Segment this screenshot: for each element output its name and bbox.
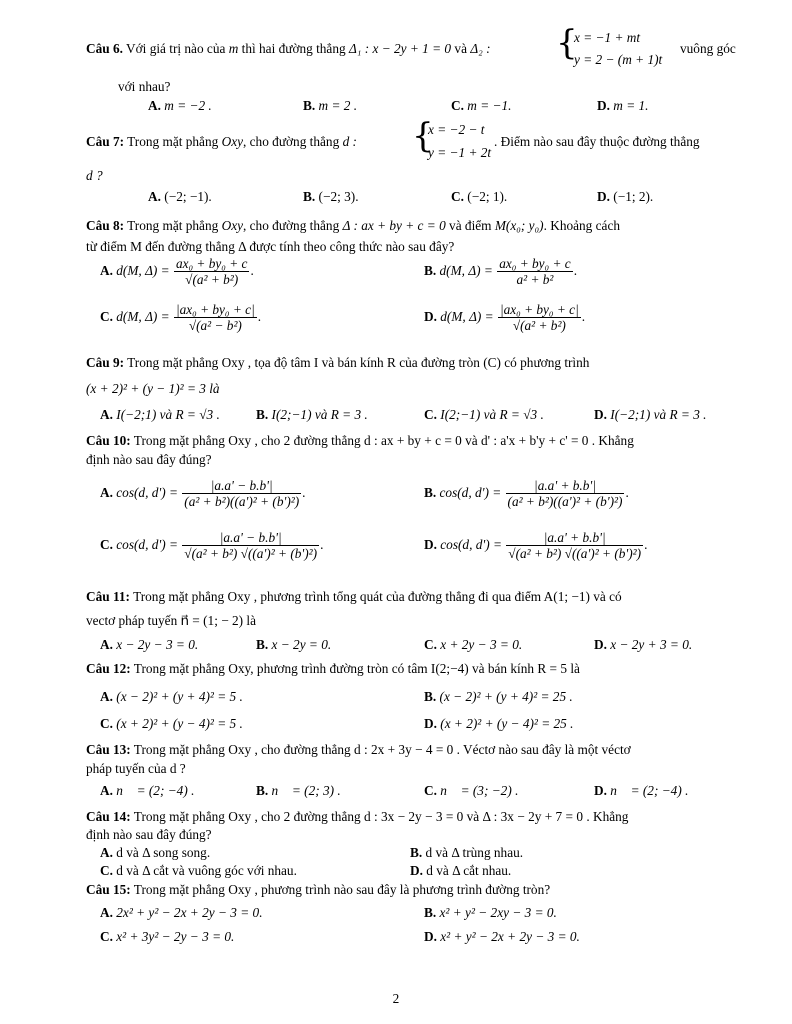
question-6-text-d: vuông góc: [680, 41, 736, 56]
question-8-line: Δ : ax + by + c = 0: [342, 218, 446, 233]
question-6-sys-row1: x = −1 + mt: [574, 30, 641, 45]
question-15-text: Trong mặt phẳng Oxy , phương trình nào sau đây là phương trình đường tròn?: [133, 882, 551, 897]
question-6-option-c: C. m = −1.: [451, 98, 512, 113]
question-9-option-d: D. I(−2;1) và R = 3 .: [594, 407, 707, 422]
question-8-option-a: A. d(M, Δ) = $\frac{\text{ax₀ + by₀ + c}}{\text{√(a² + b²)}}$ .: [100, 256, 254, 287]
question-9-option-a: A. I(−2;1) và R = √3 .: [100, 407, 220, 422]
question-10-option-d: D. cos(d, d') = $\frac{|a.a' + b.b'|}{\text{√(a² + b²) √((a')² + (b')²)}}$ .: [424, 530, 648, 561]
question-12-option-d: D. (x + 2)² + (y − 4)² = 25 .: [424, 716, 574, 731]
question-6-option-b: B. m = 2 .: [303, 98, 358, 113]
question-6-text-b: thì hai đường thẳng: [241, 41, 346, 56]
question-14-option-b: B. d và Δ trùng nhau.: [410, 845, 524, 860]
question-7-sys-row2: y = −1 + 2t: [428, 145, 492, 160]
question-12-option-a: A. (x − 2)² + (y + 4)² = 5 .: [100, 689, 243, 704]
question-7-d-name: d :: [342, 134, 357, 149]
question-13-text: Trong mặt phẳng Oxy , cho đường thẳng d : 2x + 3y − 4 = 0 . Véctơ nào sau đây là một véctơ: [133, 742, 631, 757]
question-15-number: Câu 15:: [86, 882, 131, 897]
question-14-cont: định nào sau đây đúng?: [86, 827, 212, 842]
question-11-option-b: B. x − 2y = 0.: [256, 637, 332, 652]
question-8-text-d: . Khoảng cách: [543, 218, 621, 233]
question-11-cont: vectơ pháp tuyến n⃗ = (1; − 2) là: [86, 613, 257, 628]
question-8-oxy: Oxy: [221, 218, 243, 233]
question-6-text-a: Với giá trị nào của: [126, 41, 226, 56]
question-9-equation: (x + 2)² + (y − 1)² = 3 là: [86, 381, 220, 396]
question-12-option-b: B. (x − 2)² + (y + 4)² = 25 .: [424, 689, 573, 704]
question-11-option-a: A. x − 2y − 3 = 0.: [100, 637, 199, 652]
question-7-sys-row1: x = −2 − t: [428, 122, 485, 137]
question-10-text: Trong mặt phẳng Oxy , cho 2 đường thẳng d : ax + by + c = 0 và d' : a'x + b'y + c' = 0 . Khẳng: [133, 433, 634, 448]
question-6-option-a: A. m = −2 .: [148, 98, 212, 113]
question-11-option-d: D. x − 2y + 3 = 0.: [594, 637, 693, 652]
question-14-option-d: D. d và Δ cắt nhau.: [410, 863, 512, 878]
question-8-text-b: , cho đường thẳng: [243, 218, 340, 233]
question-7-option-b: B. (−2; 3).: [303, 189, 359, 204]
question-10-option-b: B. cos(d, d') = $\frac{|a.a' + b.b'|}{\text{(a² + b²)((a')² + (b')²)}}$ .: [424, 478, 629, 509]
question-15-option-d: D. x² + y² − 2x + 2y − 3 = 0.: [424, 929, 580, 944]
question-11-number: Câu 11:: [86, 589, 130, 604]
question-7-text-c: . Điểm nào sau đây thuộc đường thẳng: [494, 134, 700, 149]
question-13-cont: pháp tuyến của d ?: [86, 761, 186, 776]
question-13-number: Câu 13:: [86, 742, 131, 757]
question-11-option-c: C. x + 2y − 3 = 0.: [424, 637, 523, 652]
question-7-option-a: A. (−2; −1).: [148, 189, 212, 204]
question-7-option-c: C. (−2; 1).: [451, 189, 508, 204]
question-14-option-a: A. d và Δ song song.: [100, 845, 211, 860]
question-10-option-a: A. cos(d, d') = $\frac{|a.a' - b.b'|}{\text{(a² + b²)((a')² + (b')²)}}$ .: [100, 478, 306, 509]
question-9-stem: [86, 354, 736, 371]
question-6-number: Câu 6.: [86, 41, 123, 56]
question-9-option-c: C. I(2;−1) và R = √3 .: [424, 407, 544, 422]
page-number: 2: [392, 991, 400, 1006]
question-8-stem: [86, 217, 736, 234]
question-8-option-c: C. d(M, Δ) = $\frac{\text{|ax₀ + by₀ + c|}}{\text{√(a² − b²)}}$ .: [100, 302, 262, 333]
question-6-var-m: m: [228, 41, 239, 56]
question-14-number: Câu 14:: [86, 809, 131, 824]
question-8-option-d: D. d(M, Δ) = $\frac{\text{|ax₀ + by₀ + c|}}{\text{√(a² + b²)}}$ .: [424, 302, 586, 333]
question-6-sys-row2: y = 2 − (m + 1)t: [574, 52, 663, 67]
question-9-number: Câu 9:: [86, 355, 125, 370]
question-10-stem: [86, 432, 736, 449]
question-10-option-c: C. cos(d, d') = $\frac{|a.a' - b.b'|}{\text{√(a² + b²) √((a')² + (b')²)}}$ .: [100, 530, 324, 561]
question-6-brace: {: [556, 23, 578, 63]
question-6-option-d: D. m = 1.: [597, 98, 649, 113]
question-10-number: Câu 10:: [86, 433, 131, 448]
question-11-stem: [86, 588, 736, 605]
question-8-cont: từ điểm M đến đường thẳng Δ được tính theo công thức nào sau đây?: [86, 239, 455, 254]
question-13-option-a: A. n⃗ = (2; −4) .: [100, 783, 195, 798]
question-11-text: Trong mặt phẳng Oxy , phương trình tổng quát của đường thẳng đi qua điểm A(1; −1) và có: [133, 589, 622, 604]
question-13-option-b: B. n⃗ = (2; 3) .: [256, 783, 341, 798]
question-10-cont: định nào sau đây đúng?: [86, 452, 212, 467]
question-8-text-c: và điểm: [449, 218, 492, 233]
question-13-option-d: D. n⃗ = (2; −4) .: [594, 783, 689, 798]
question-9-option-b: B. I(2;−1) và R = 3 .: [256, 407, 368, 422]
question-6-line2-name: Δ₂ :: [470, 41, 491, 56]
question-6-text-c: và: [454, 41, 467, 56]
question-15-option-a: A. 2x² + y² − 2x + 2y − 3 = 0.: [100, 905, 263, 920]
question-15-stem: [86, 881, 736, 898]
question-13-option-c: C. n⃗ = (3; −2) .: [424, 783, 519, 798]
question-8-number: Câu 8:: [86, 218, 125, 233]
question-7-option-d: D. (−1; 2).: [597, 189, 654, 204]
question-15-option-c: C. x² + 3y² − 2y − 3 = 0.: [100, 929, 235, 944]
question-6-cont: với nhau?: [118, 79, 171, 94]
question-7-number: Câu 7:: [86, 134, 125, 149]
question-12-text: Trong mặt phẳng Oxy, phương trình đường tròn có tâm I(2;−4) và bán kính R = 5 là: [133, 661, 580, 676]
question-12-stem: [86, 660, 736, 677]
question-12-number: Câu 12:: [86, 661, 131, 676]
question-15-option-b: B. x² + y² − 2xy − 3 = 0.: [424, 905, 557, 920]
question-8-point: M(x₀; y₀): [494, 218, 544, 233]
question-7-text-b: , cho đường thẳng: [243, 134, 340, 149]
question-13-stem: [86, 741, 736, 758]
question-7-brace: {: [412, 116, 434, 156]
question-14-text: Trong mặt phẳng Oxy , cho 2 đường thẳng d : 3x − 2y − 3 = 0 và Δ : 3x − 2y + 7 = 0 . Khẳng: [133, 809, 629, 824]
question-7-text-a: Trong mặt phẳng: [127, 134, 219, 149]
question-7-cont: d ?: [86, 168, 103, 183]
question-14-option-c: C. d và Δ cắt và vuông góc với nhau.: [100, 863, 297, 878]
question-7-oxy: Oxy: [221, 134, 243, 149]
question-12-option-c: C. (x + 2)² + (y − 4)² = 5 .: [100, 716, 243, 731]
question-9-text: Trong mặt phẳng Oxy , tọa độ tâm I và bán kính R của đường tròn (C) có phương trình: [127, 355, 590, 370]
question-8-text-a: Trong mặt phẳng: [127, 218, 219, 233]
question-8-option-b: B. d(M, Δ) = $\frac{\text{ax₀ + by₀ + c}}{\text{a² + b²}}$ .: [424, 256, 578, 287]
question-14-stem: [86, 808, 736, 825]
question-6-line1: Δ₁ : x − 2y + 1 = 0: [348, 41, 452, 56]
